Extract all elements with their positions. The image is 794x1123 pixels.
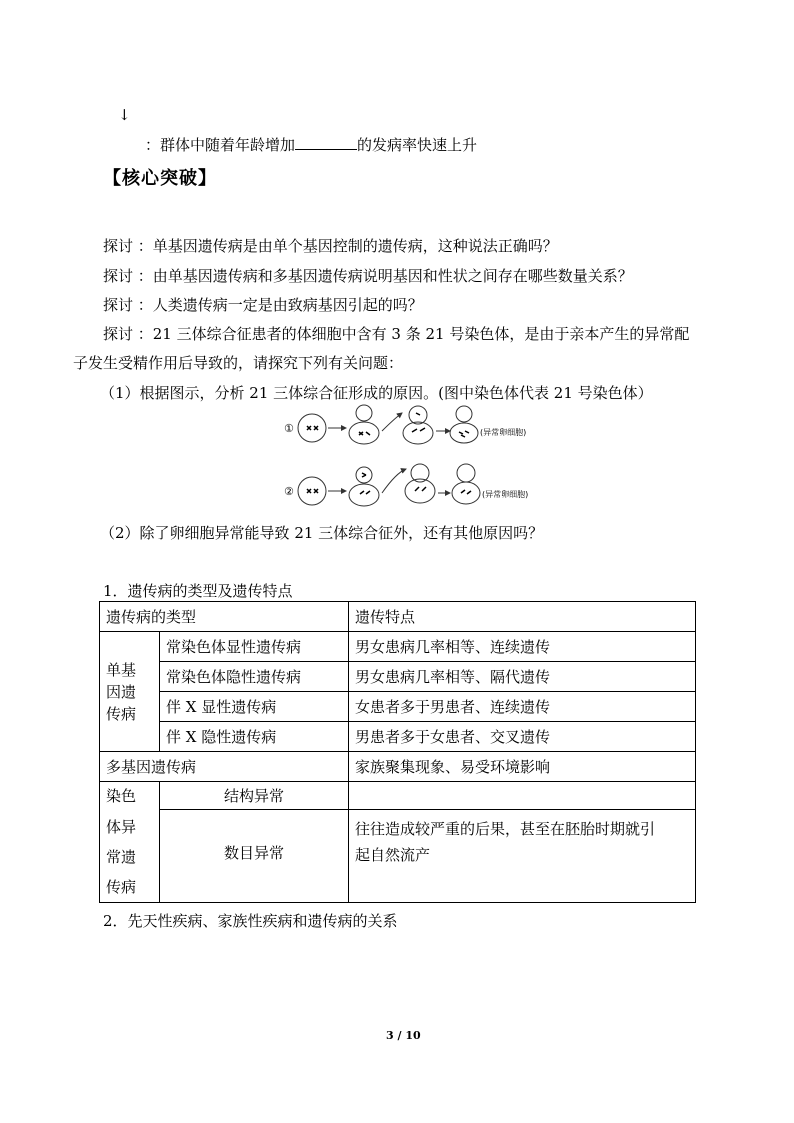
type-cell: 常染色体隐性遗传病 (160, 662, 349, 692)
single-gene-line-3: 传病 (106, 704, 137, 723)
feature-cell: 男女患病几率相等、连续遗传 (349, 632, 696, 662)
chrom-line-3: 常遗 (106, 847, 137, 866)
table-row (100, 722, 696, 752)
row1-marker: ① (284, 422, 294, 435)
cell-2a (298, 477, 326, 505)
feature-cell: 女患者多于男患者、连续遗传 (349, 692, 696, 722)
cell-1a (298, 414, 326, 442)
genetic-disease-table (99, 601, 696, 903)
numerical-feature-line-2: 起自然流产 (355, 846, 431, 864)
type-cell: 伴 X 隐性遗传病 (160, 722, 349, 752)
single-gene-cell (100, 632, 160, 752)
single-gene-line-2: 因遗 (106, 682, 137, 701)
page-number: 3 / 10 (386, 1029, 421, 1042)
single-gene-line-1: 单基 (106, 660, 137, 679)
sub-question-2: （2）除了卵细胞异常能导致 21 三体综合征外，还有其他原因吗？ (100, 524, 544, 542)
incidence-prefix: ：群体中随着年龄增加 (145, 136, 296, 154)
cell-2c (405, 479, 435, 503)
multi-gene-feature-cell: 家族聚集现象、易受环境影响 (349, 752, 696, 782)
question-2: 探讨 ：由单基因遗传病和多基因遗传病说明基因和性状之间存在哪些数量关系？ (103, 267, 633, 285)
chrom-line-2: 体异 (106, 817, 137, 836)
abnormal-egg-2 (452, 482, 480, 504)
type-cell: 常染色体显性遗传病 (160, 632, 349, 662)
numerical-cell: 数目异常 (160, 810, 349, 903)
structural-feature-cell (349, 782, 696, 810)
multi-gene-cell: 多基因遗传病 (100, 752, 349, 782)
table-row (100, 810, 696, 903)
feature-cell: 男女患病几率相等、隔代遗传 (349, 662, 696, 692)
cell-1b (349, 422, 379, 444)
section-heading: 【核心突破】 (103, 168, 217, 189)
structural-cell: 结构异常 (160, 782, 349, 810)
row1-label: (异常卵细胞) (480, 428, 527, 437)
table-header-row (100, 602, 696, 632)
cell-1c (403, 422, 433, 444)
question-4: 探讨 ：21 三体综合征患者的体细胞中含有 3 条 21 号染色体，是由于亲本产生的异常配 (103, 325, 690, 343)
numerical-feature-line-1: 往往造成较严重的后果，甚至在胚胎时期就引 (355, 820, 656, 838)
row2-label: (异常卵细胞) (482, 490, 529, 499)
text-line-incidence (145, 134, 477, 155)
cell-2b (349, 484, 379, 506)
table-row (100, 752, 696, 782)
meiosis-diagram (278, 401, 548, 515)
header-feature: 遗传特点 (349, 602, 696, 632)
table-row (100, 662, 696, 692)
chrom-label-rest (100, 810, 160, 903)
chrom-label-top: 染色 (100, 782, 160, 810)
section-1-title: 1．遗传病的类型及遗传特点 (103, 582, 293, 600)
question-1: 探讨 ：单基因遗传病是由单个基因控制的遗传病，这种说法正确吗？ (103, 237, 558, 255)
question-4-continued: 子发生受精作用后导致的，请探究下列有关问题： (73, 354, 404, 372)
table-row (100, 632, 696, 662)
incidence-suffix: 的发病率快速上升 (357, 136, 478, 154)
section-2-title: 2．先天性疾病、家族性疾病和遗传病的关系 (103, 912, 398, 930)
table-row (100, 692, 696, 722)
numerical-feature-cell (349, 810, 696, 903)
sub-question-1: （1）根据图示，分析 21 三体综合征形成的原因。(图中染色体代表 21 号染色体） (100, 384, 653, 402)
chrom-line-4: 传病 (106, 877, 137, 896)
feature-cell: 男患者多于女患者、交叉遗传 (349, 722, 696, 752)
row2-marker: ② (284, 485, 294, 498)
down-arrow: ↓ (118, 106, 131, 124)
header-type: 遗传病的类型 (100, 602, 349, 632)
question-3: 探讨 ：人类遗传病一定是由致病基因引起的吗？ (103, 296, 423, 314)
table-row (100, 782, 696, 810)
abnormal-egg-1 (450, 423, 478, 443)
type-cell: 伴 X 显性遗传病 (160, 692, 349, 722)
fill-blank (295, 137, 357, 150)
